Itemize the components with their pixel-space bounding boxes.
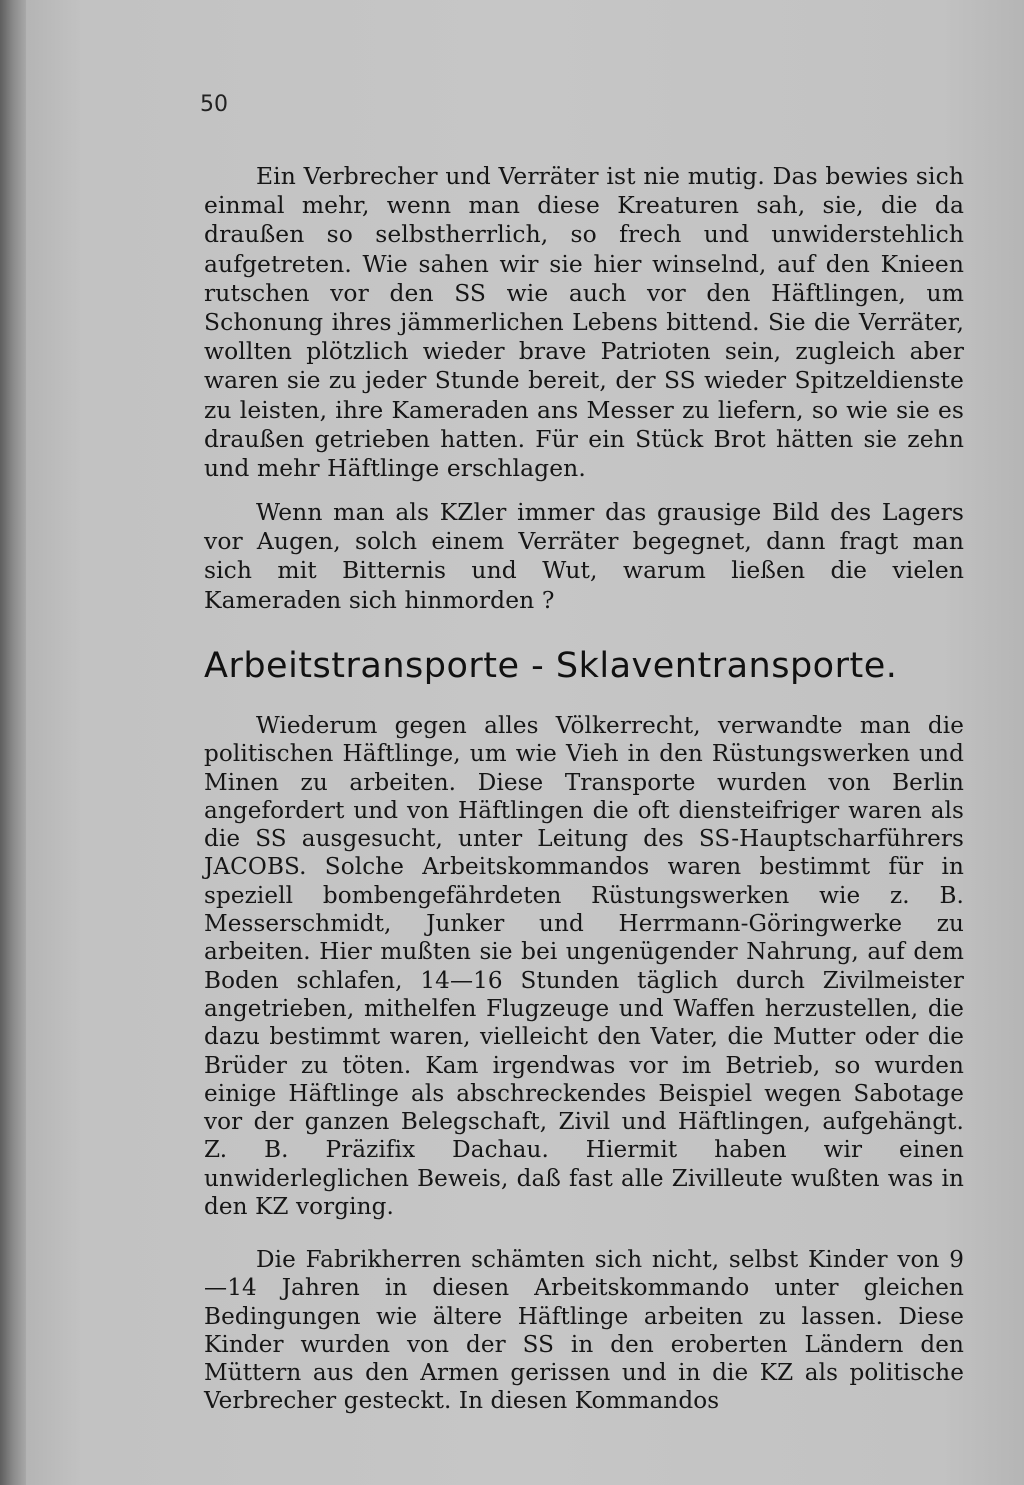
page-content [200,84,964,1464]
paragraph-traitors: Ein Verbrecher und Verräter ist nie mutig. Das bewies sich einmal mehr, wenn man diese Kreaturen sah, sie, die da draußen so selbstherrlich, so frech und unwiderstehlich aufgetreten. Wie sahen wir sie hier winselnd, auf den Knieen rutschen vor den SS wie auch vor den Häftlingen, um Schonung ihres jämmerlichen Lebens bittend. Sie die Verräter, wollten plötzlich wieder brave Patrioten sein, zugleich aber waren sie zu jeder Stunde bereit, der SS wieder Spitzeldienste zu leisten, ihre Kameraden ans Messer zu liefern, so wie sie es draußen getrieben hatten. Für ein Stück Brot hätten sie zehn und mehr Häftlinge erschlagen. [204,162,964,483]
paragraph-children: Die Fabrikherren schämten sich nicht, selbst Kinder von 9—14 Jahren in diesen Arbeitskommando unter gleichen Bedingungen wie ältere Häftlinge arbeiten zu lassen. Diese Kinder wurden von der SS in den eroberten Ländern den Müttern aus den Armen gerissen und in die KZ als politische Verbrecher gesteckt. In diesen Kommandos [204,1247,964,1415]
section-heading: Arbeitstransporte - Sklaventransporte. [204,646,898,686]
book-binding-edge [0,0,26,1485]
page-number: 50 [200,92,228,117]
paragraph-kzler: Wenn man als KZler immer das grausige Bild des Lagers vor Augen, solch einem Verräter begegnet, dann fragt man sich mit Bitternis und Wut, warum ließen die vielen Kameraden sich hinmorden ? [204,498,964,614]
paragraph-work-transports: Wiederum gegen alles Völkerrecht, verwandte man die politischen Häftlinge, um wie Vieh in den Rüstungswerken und Minen zu arbeiten. Diese Transporte wurden von Berlin angefordert und von Häftlingen die oft diensteifriger waren als die SS ausgesucht, unter Leitung des SS-Hauptscharführers JACOBS. Solche Arbeitskommandos waren bestimmt für in speziell bombengefährdeten Rüstungswerken wie z. B. Messerschmidt, Junker und Herrmann-Göringwerke zu arbeiten. Hier mußten sie bei ungenügender Nahrung, auf dem Boden schlafen, 14—16 Stunden täglich durch Zivilmeister angetrieben, mithelfen Flugzeuge und Waffen herzustellen, die dazu bestimmt waren, vielleicht den Vater, die Mutter oder die Brüder zu töten. Kam irgendwas vor im Betrieb, so wurden einige Häftlinge als abschreckendes Beispiel wegen Sabotage vor der ganzen Belegschaft, Zivil und Häftlingen, aufgehängt. Z. B. Präzifix Dachau. Hiermit haben wir einen unwiderleglichen Beweis, daß fast alle Zivilleute wußten was in den KZ vorging. [204,713,964,1221]
